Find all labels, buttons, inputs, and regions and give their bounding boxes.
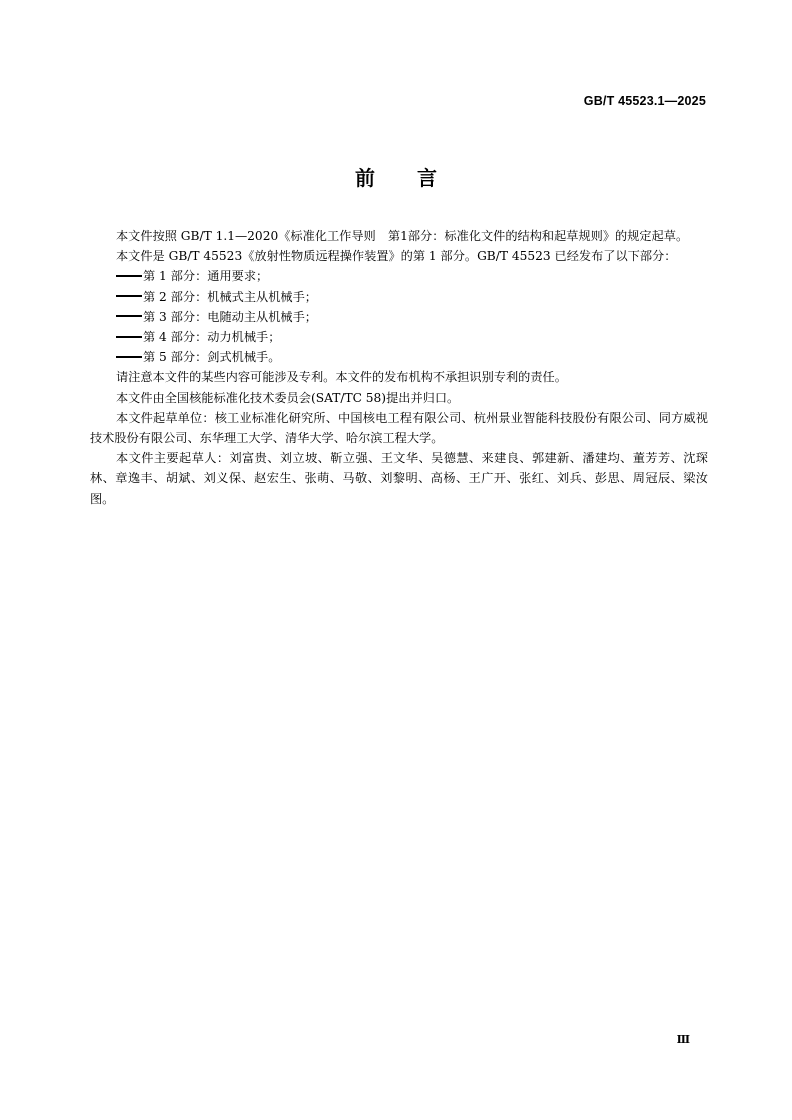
paragraph-drafting-units: 本文件起草单位：核工业标准化研究所、中国核电工程有限公司、杭州景业智能科技股份有限公司、同方威视技术股份有限公司、东华理工大学、清华大学、哈尔滨工程大学。 — [90, 410, 708, 446]
list-item-part-3 — [90, 307, 708, 327]
dash-marker — [116, 275, 142, 277]
title-char-1: 前 — [355, 166, 375, 190]
list-item-part-4 — [90, 327, 708, 347]
list-item-part-2 — [90, 287, 708, 307]
dash-marker — [116, 295, 142, 297]
list-item-text: 第 3 部分：电随动主从机械手； — [143, 309, 317, 324]
paragraph-series-parts: 本文件是 GB/T 45523《放射性物质远程操作装置》的第 1 部分。GB/T 45523 已经发布了以下部分： — [116, 249, 677, 264]
dash-marker — [116, 356, 142, 358]
paragraph-drafting-rules: 本文件按照 GB/T 1.1—2020《标准化工作导则 第1部分：标准化文件的结构和起草规则》的规定起草。 — [116, 229, 689, 243]
paragraph-committee: 本文件由全国核能标准化技术委员会(SAT/TC 58)提出并归口。 — [116, 390, 460, 405]
foreword-body — [90, 226, 708, 509]
dash-marker — [116, 315, 142, 317]
page-number: Ⅲ — [676, 1033, 690, 1046]
list-item-text: 第 4 部分：动力机械手； — [143, 330, 281, 345]
list-item-text: 第 1 部分：通用要求； — [143, 269, 269, 284]
list-item-part-5 — [90, 347, 708, 367]
paragraph-drafters: 本文件主要起草人：刘富贵、刘立坡、靳立强、王文华、吴德慧、来建良、郭建新、潘建均、董芳芳、沈琛林、章逸丰、胡斌、刘义保、赵宏生、张萌、马敬、刘黎明、高杨、王广开、张红、刘兵、彭思、周冠辰、梁汝图。 — [90, 451, 708, 506]
standard-number-header: GB/T 45523.1—2025 — [583, 94, 706, 108]
list-item-part-1 — [90, 266, 708, 286]
dash-marker — [116, 336, 142, 338]
page-title — [0, 162, 792, 191]
list-item-text: 第 2 部分：机械式主从机械手； — [143, 289, 317, 304]
list-item-text: 第 5 部分：剑式机械手。 — [143, 350, 281, 365]
title-char-2: 言 — [417, 166, 437, 190]
paragraph-patent-notice: 请注意本文件的某些内容可能涉及专利。本文件的发布机构不承担识别专利的责任。 — [116, 370, 567, 385]
